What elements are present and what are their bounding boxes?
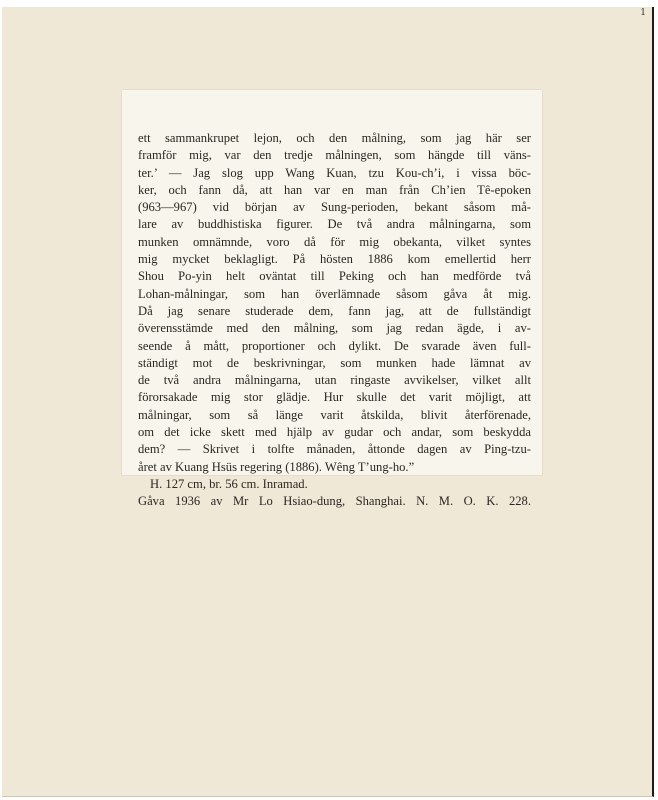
text-line: ett sammankrupet lejon, och den målning, som jag här ser <box>138 131 531 145</box>
text-line: målningar, som så länge varit åtskilda, blivit återförenade, <box>138 407 531 422</box>
text-line: dem? — Skrivet i tolfte månaden, åttonde dagen av Ping-tzu- <box>138 442 531 457</box>
text-line: framför mig, var den tredje målningen, som hängde till väns- <box>138 148 531 163</box>
mount-board <box>2 7 654 797</box>
text-line: ter.’ — Jag slog upp Wang Kuan, tzu Kou-ch’i, i vissa böc- <box>138 165 531 180</box>
text-line: de två andra målningarna, utan ringaste avvikelser, vilket allt <box>138 373 531 388</box>
text-line: lare av buddhistiska figurer. De två andra målningarna, som <box>138 217 531 232</box>
text-line: förorsakade mig stor glädje. Hur skulle det varit möjligt, att <box>138 390 531 405</box>
text-line: munken omnämnde, voro då för mig obekanta, vilket syntes <box>138 234 531 249</box>
text-line: Lohan-målningar, som han överlämnade såsom gåva åt mig. <box>138 286 531 301</box>
catalogue-text <box>138 130 531 511</box>
text-line: Då jag senare studerade dem, fann jag, att de fullständigt <box>138 303 531 318</box>
page-marker: 1 <box>640 8 646 18</box>
text-slip <box>122 90 542 509</box>
text-line: om det icke skett med hjälp av gudar och andar, som beskydda <box>138 425 531 440</box>
text-line: seende å mått, proportioner och dylikt. De svarade även full- <box>138 338 531 353</box>
text-line: Shou Po-yin helt oväntat till Peking och han medförde två <box>138 269 531 284</box>
text-line: året av Kuang Hsüs regering (1886). Wêng T’ung-ho.” <box>138 459 415 474</box>
text-line: ker, och fann då, att han var en man från Ch’ien Tê-epoken <box>138 182 531 197</box>
text-line: mig mycket beklagligt. På hösten 1886 kom emellertid herr <box>138 252 531 267</box>
provenance-line: Gåva 1936 av Mr Lo Hsiao-dung, Shanghai. N. M. O. K. 228. <box>138 494 531 509</box>
dimensions-line: H. 127 cm, br. 56 cm. Inramad. <box>150 476 308 491</box>
text-line: (963—967) vid början av Sung-perioden, bekant såsom må- <box>138 200 531 215</box>
text-line: överensstämde med den målning, som jag redan ägde, i av- <box>138 321 531 336</box>
text-line: ständigt mot de beskrivningar, som munken hade lämnat av <box>138 355 531 370</box>
